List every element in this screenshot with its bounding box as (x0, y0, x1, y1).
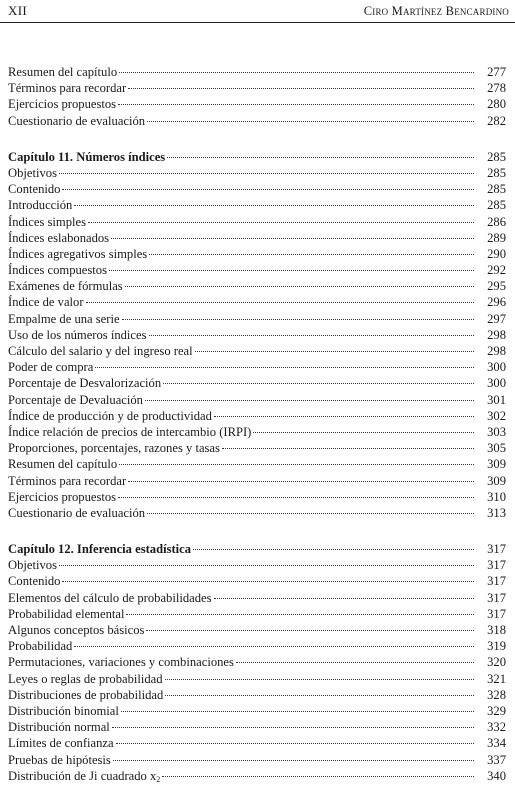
entry-title-text: Índices eslabonados (8, 230, 110, 245)
entry-title (8, 687, 164, 703)
entry-title (8, 752, 112, 768)
dot-leader (149, 331, 474, 336)
entry-title (8, 473, 127, 489)
dot-leader (62, 577, 474, 582)
entry-title-text: Términos para recordar (8, 473, 127, 488)
toc-entry (8, 343, 508, 359)
author-name: Ciro Martínez Bencardino (363, 4, 509, 18)
entry-title (8, 181, 61, 197)
entry-title-text: Capítulo 11. Números índices (8, 149, 166, 164)
toc-entry (8, 687, 508, 703)
dot-leader (146, 626, 474, 631)
dot-leader (118, 493, 474, 498)
toc-entry (8, 590, 508, 606)
entry-title-text: Ejercicios propuestos (8, 97, 117, 112)
dot-leader (74, 201, 474, 206)
entry-title (8, 573, 61, 589)
toc-entry (8, 64, 508, 80)
page-ref: 278 (487, 81, 506, 96)
entry-title-text: Empalme de una serie (8, 311, 120, 326)
toc-entry (8, 768, 508, 784)
entry-title-text: Contenido (8, 574, 61, 589)
page-ref: 310 (487, 489, 506, 504)
toc-entry (8, 489, 508, 505)
entry-title-text: Índices compuestos (8, 263, 107, 278)
toc-entry (8, 230, 508, 246)
toc-entry (8, 80, 508, 96)
page-ref: 340 (487, 768, 506, 783)
entry-title-text: Pruebas de hipótesis (8, 752, 111, 767)
entry-title (8, 214, 87, 230)
dot-leader (163, 379, 474, 384)
dot-leader (165, 691, 474, 696)
dot-leader (62, 185, 474, 190)
dot-leader (128, 477, 474, 482)
entry-title-text: Resumen del capítulo (8, 457, 118, 472)
entry-title-text: Límites de confianza (8, 736, 114, 751)
dot-leader (165, 675, 474, 680)
dot-leader (128, 84, 474, 89)
entry-title (8, 80, 127, 96)
entry-title-text: Índices agregativos simples (8, 246, 148, 261)
page-ref: 320 (487, 655, 506, 670)
dot-leader (118, 100, 474, 105)
entry-title-text: Leyes o reglas de probabilidad (8, 671, 163, 686)
entry-title (8, 768, 161, 788)
page-ref: 318 (487, 623, 506, 637)
entry-title-text: Distribución binomial (8, 703, 119, 718)
page-ref: 313 (487, 505, 506, 520)
page-ref: 332 (487, 720, 506, 735)
page-ref: 302 (487, 408, 506, 423)
entry-title (8, 638, 73, 654)
chapter-title (8, 149, 166, 165)
chapter-title (8, 541, 192, 557)
dot-leader (222, 444, 474, 449)
entry-title-text: Poder de compra (8, 360, 94, 375)
entry-title-text: Uso de los números índices (8, 327, 147, 342)
entry-title-text: Resumen del capítulo (8, 65, 118, 79)
entry-title (8, 278, 124, 294)
toc-entry (8, 557, 508, 573)
entry-title-text: Introducción (8, 198, 73, 213)
dot-leader (121, 707, 474, 712)
page-ref: 309 (487, 473, 506, 488)
entry-title-text: Distribución de Ji cuadrado x (8, 768, 157, 783)
page-ref: 292 (487, 263, 506, 278)
entry-title (8, 735, 115, 751)
entry-title-text: Algunos conceptos básicos (8, 623, 145, 637)
entry-title (8, 359, 94, 375)
page-ref: 290 (487, 246, 506, 261)
page-ref: 317 (487, 590, 506, 605)
page-ref: 301 (487, 392, 506, 407)
dot-leader (193, 545, 474, 550)
page-ref: 298 (487, 327, 506, 342)
dot-leader (149, 250, 474, 255)
table-of-contents (8, 64, 508, 804)
page-ref: 317 (487, 558, 506, 573)
entry-title (8, 262, 108, 278)
entry-title-text: Permutaciones, variaciones y combinaciones (8, 655, 234, 670)
entry-title (8, 392, 144, 408)
page-ref: 286 (487, 214, 506, 229)
entry-title (8, 606, 125, 622)
toc-entry (8, 262, 508, 278)
entry-title (8, 96, 117, 112)
toc-entry (8, 113, 508, 129)
page-ref: 298 (487, 344, 506, 358)
entry-title-text: Cálculo del salario y del ingreso real (8, 344, 193, 358)
toc-entry (8, 375, 508, 391)
toc-entry (8, 359, 508, 375)
dot-leader (59, 561, 474, 566)
toc-entry (8, 622, 508, 638)
dot-leader (74, 642, 474, 647)
entry-subscript: 2 (156, 774, 161, 784)
toc-entry (8, 719, 508, 735)
dot-leader (111, 234, 474, 239)
entry-title-text: Elementos del cálculo de probabilidades (8, 590, 212, 605)
dot-leader (236, 658, 474, 663)
entry-title-text: Distribución normal (8, 720, 110, 735)
toc-entry (8, 214, 508, 230)
entry-title-text: Términos para recordar (8, 81, 127, 96)
toc-entry (8, 246, 508, 262)
toc-section (8, 541, 508, 784)
page-ref: 303 (487, 424, 506, 439)
entry-title-text: Objetivos (8, 165, 57, 180)
page-ref: 289 (487, 230, 506, 245)
entry-title (8, 622, 145, 638)
entry-title (8, 327, 148, 343)
toc-entry (8, 752, 508, 768)
dot-leader (126, 610, 474, 615)
entry-title-text: Distribuciones de probabilidad (8, 687, 164, 702)
entry-title-text: Exámenes de fórmulas (8, 279, 123, 294)
entry-title (8, 113, 146, 129)
toc-entry (8, 327, 508, 343)
toc-entry (8, 573, 508, 589)
entry-title (8, 408, 213, 424)
page-ref: 305 (487, 441, 506, 456)
page-ref: 285 (487, 198, 506, 213)
toc-entry (8, 96, 508, 112)
entry-title-text: Índice de valor (8, 295, 84, 310)
toc-section (8, 149, 508, 521)
page-ref: 282 (487, 113, 506, 128)
page-ref: 300 (487, 360, 506, 375)
toc-entry (8, 606, 508, 622)
toc-entry (8, 392, 508, 408)
toc-entry (8, 181, 508, 197)
toc-entry (8, 294, 508, 310)
entry-title-text: Probabilidad elemental (8, 606, 125, 621)
chapter-heading (8, 541, 508, 557)
entry-title-text: Cuestionario de evaluación (8, 505, 146, 520)
dot-leader (119, 68, 474, 73)
page-ref: 321 (487, 671, 506, 686)
page-ref: 317 (487, 574, 506, 589)
entry-title (8, 440, 221, 456)
dot-leader (147, 509, 474, 514)
dot-leader (112, 723, 474, 728)
entry-title (8, 489, 117, 505)
entry-title (8, 343, 194, 359)
dot-leader (122, 315, 474, 320)
entry-title (8, 456, 118, 472)
entry-title-text: Índices simples (8, 214, 86, 229)
page-ref: 285 (487, 165, 506, 180)
chapter-heading (8, 149, 508, 165)
page-ref: 285 (487, 149, 506, 164)
entry-title (8, 311, 121, 327)
entry-title (8, 654, 235, 670)
dot-leader (59, 169, 474, 174)
entry-title-text: Porcentaje de Devaluación (8, 392, 143, 407)
dot-leader (113, 756, 474, 761)
entry-title (8, 246, 148, 262)
dot-leader (88, 218, 474, 223)
entry-title (8, 294, 85, 310)
toc-section (8, 64, 508, 129)
toc-entry (8, 197, 508, 213)
entry-title-text: Ejercicios propuestos (8, 489, 117, 504)
entry-title (8, 719, 111, 735)
toc-entry (8, 638, 508, 654)
dot-leader (167, 153, 474, 158)
dot-leader (116, 739, 474, 744)
toc-entry (8, 703, 508, 719)
toc-entry (8, 424, 508, 440)
page-ref: 317 (487, 606, 506, 621)
dot-leader (86, 298, 474, 303)
entry-title (8, 424, 252, 440)
page-ref: 285 (487, 182, 506, 197)
toc-entry (8, 456, 508, 472)
toc-entry (8, 505, 508, 521)
page-ref: 280 (487, 97, 506, 112)
toc-entry (8, 165, 508, 181)
page-ref: 300 (487, 376, 506, 391)
entry-title-text: Índice de producción y de productividad (8, 408, 212, 423)
entry-title-text: Proporciones, porcentajes, razones y tasas (8, 441, 220, 456)
dot-leader (145, 396, 474, 401)
entry-title (8, 671, 164, 687)
dot-leader (95, 363, 474, 368)
dot-leader (195, 347, 474, 352)
page-ref: 328 (487, 687, 506, 702)
dot-leader (162, 772, 474, 777)
entry-title-text: Contenido (8, 182, 61, 197)
toc-entry (8, 735, 508, 751)
entry-title-text: Probabilidad (8, 639, 73, 654)
page-ref: 334 (487, 736, 506, 751)
dot-leader (214, 594, 474, 599)
entry-title-text: Porcentaje de Desvalorización (8, 376, 162, 391)
entry-title (8, 590, 213, 606)
entry-title-text: Índice relación de precios de intercambio (IRPI) (8, 424, 252, 439)
dot-leader (109, 266, 474, 271)
dot-leader (147, 117, 474, 122)
page-header (0, 0, 515, 23)
toc-entry (8, 311, 508, 327)
dot-leader (119, 460, 474, 465)
entry-title (8, 165, 58, 181)
page-ref: 295 (487, 279, 506, 294)
entry-title-text: Cuestionario de evaluación (8, 113, 146, 128)
entry-title (8, 230, 110, 246)
toc-entry (8, 654, 508, 670)
page-ref: 337 (487, 752, 506, 767)
entry-title-text: Capítulo 12. Inferencia estadística (8, 542, 192, 557)
entry-title (8, 505, 146, 521)
toc-entry (8, 408, 508, 424)
entry-title (8, 375, 162, 391)
toc-entry (8, 473, 508, 489)
dot-leader (253, 428, 474, 433)
page-ref: 317 (487, 542, 506, 557)
entry-title (8, 197, 73, 213)
page-ref: 297 (487, 311, 506, 326)
page-ref: 309 (487, 457, 506, 472)
page-ref: 277 (487, 65, 506, 79)
toc-entry (8, 671, 508, 687)
entry-title (8, 64, 118, 80)
dot-leader (214, 412, 474, 417)
page-ref: 329 (487, 703, 506, 718)
dot-leader (125, 282, 474, 287)
entry-title (8, 703, 120, 719)
page-ref: 319 (487, 639, 506, 654)
page-ref: 296 (487, 295, 506, 310)
toc-entry (8, 440, 508, 456)
entry-title (8, 557, 58, 573)
entry-title-text: Objetivos (8, 558, 57, 573)
page-number: XII (8, 3, 27, 18)
toc-entry (8, 278, 508, 294)
